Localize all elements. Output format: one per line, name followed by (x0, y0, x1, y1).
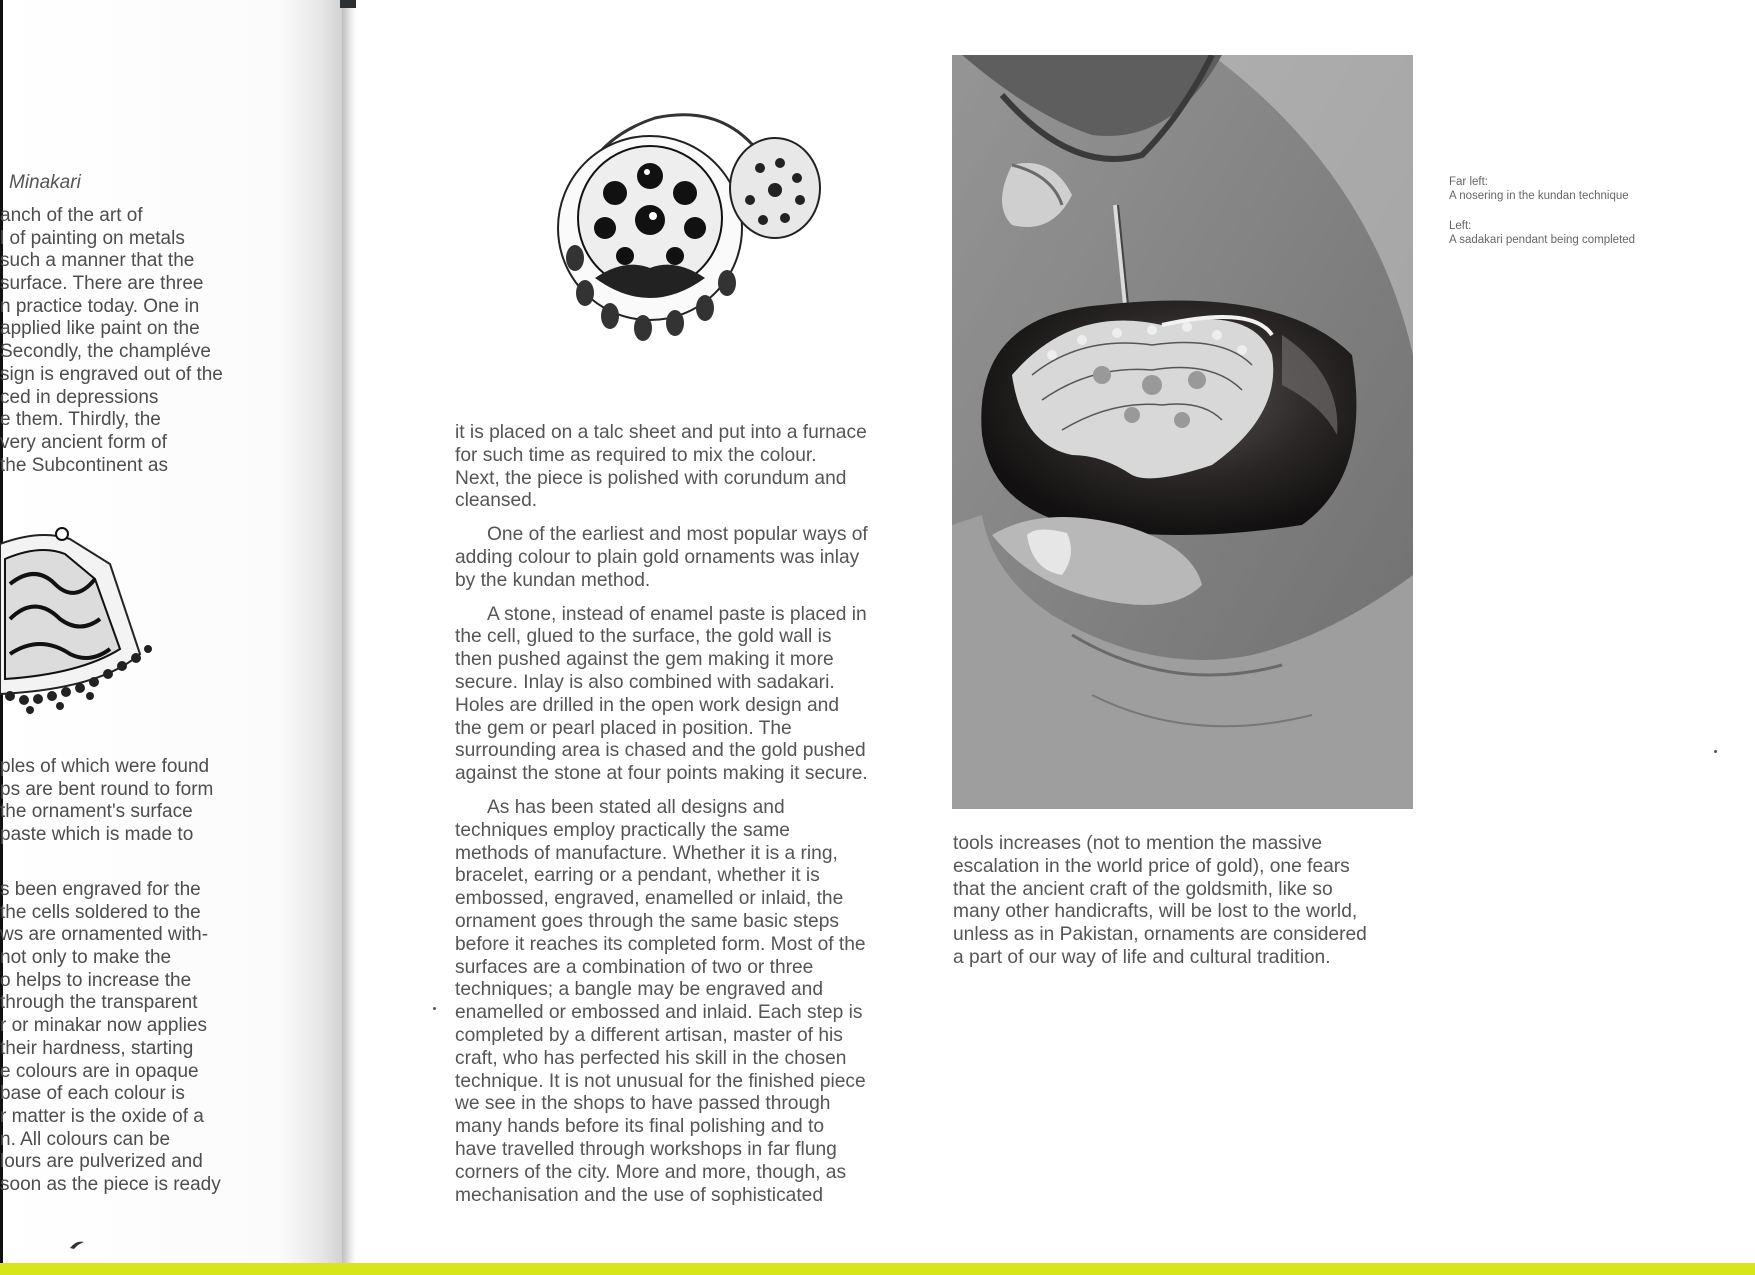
text-line: the cell, glued to the surface, the gold wall is (455, 626, 832, 648)
text-line: mechanisation and the use of sophisticated (455, 1184, 824, 1206)
page-speck (433, 1007, 436, 1010)
text-line: unless as in Pakistan, ornaments are considered (953, 924, 1367, 946)
page-mark-icon (68, 1238, 86, 1250)
caption-left-text: A sadakari pendant being completed (1449, 234, 1636, 246)
text-line: before it reaches its completed form. Most of the (455, 933, 866, 955)
left-paragraph-bottom (0, 879, 221, 1197)
text-line: n practice today. One in (0, 295, 200, 317)
text-line: applied like paint on the (0, 318, 200, 340)
text-line: very ancient form of (0, 431, 167, 453)
text-line: lours are pulverized and (0, 1151, 203, 1173)
text-line: Next, the piece is polished with corundum and (455, 467, 847, 489)
text-line: e colours are in opaque (0, 1060, 199, 1082)
text-line: soon as the piece is ready (0, 1173, 221, 1195)
text-line: ps are bent round to form (0, 778, 214, 800)
text-line: techniques employ practically the same (455, 819, 790, 841)
caption-far-left-text: A nosering in the kundan technique (1449, 190, 1629, 202)
text-line: surface. There are three (0, 273, 204, 295)
text-line: n. All colours can be (0, 1128, 171, 1150)
text-line: against the stone at four points making it secure. (455, 763, 868, 785)
sadakari-pendant-photo (952, 55, 1413, 809)
text-line: craft, who has perfected his skill in the chosen (455, 1047, 847, 1069)
text-line: s been engraved for the (0, 879, 201, 900)
left-paragraph-middle (0, 756, 213, 847)
text-line: surrounding area is chased and the gold pushed (455, 740, 866, 762)
text-line: l of painting on metals (0, 227, 185, 249)
text-line: not only to make the (0, 947, 172, 969)
left-paragraph-top (0, 205, 223, 477)
text-line: embossed, engraved, enamelled or inlaid, the (455, 888, 844, 910)
right-column-text (953, 833, 1423, 970)
text-line: for such time as required to mix the colour. (455, 444, 817, 466)
nosering-illustration (535, 108, 840, 353)
text-line: we see in the shops to have passed through (455, 1093, 831, 1115)
text-line: by the kundan method. (455, 569, 651, 591)
text-line: techniques; a bangle may be engraved and (455, 979, 824, 1001)
text-line: adding colour to plain gold ornaments was inlay (455, 546, 860, 568)
text-line: ornament goes through the same basic steps (455, 910, 839, 932)
text-line: methods of manufacture. Whether it is a ring, (455, 842, 838, 864)
text-line: ced in depressions (0, 386, 159, 408)
text-line: One of the earliest and most popular ways of (487, 524, 868, 546)
pendant-illustration (0, 524, 160, 714)
text-line: sign is engraved out of the (0, 363, 223, 385)
text-line: r matter is the oxide of a (0, 1105, 204, 1127)
text-line: r or minakar now applies (0, 1015, 207, 1037)
text-line: bracelet, earring or a pendant, whether it is (455, 865, 820, 887)
center-column-text (455, 422, 925, 1207)
text-line: o helps to increase the (0, 969, 192, 991)
text-line: e them. Thirdly, the (0, 409, 161, 431)
section-title: Minakari (9, 172, 81, 193)
text-line: the gem or pearl placed in position. The (455, 717, 792, 739)
text-line: secure. Inlay is also combined with sadakari. (455, 671, 835, 693)
text-line: the Subcontinent as (0, 454, 168, 476)
text-line: that the ancient craft of the goldsmith, like so (953, 878, 1333, 900)
text-line: technique. It is not unusual for the finished piece (455, 1070, 866, 1092)
text-line: have travelled through workshops in far flung (455, 1138, 837, 1160)
page-speck (1714, 750, 1717, 753)
text-line: many other handicrafts, will be lost to the world, (953, 901, 1358, 923)
text-line: the ornament's surface (0, 801, 193, 823)
text-line: A stone, instead of enamel paste is placed in (487, 603, 867, 625)
text-line: such a manner that the (0, 250, 195, 272)
book-spine (342, 0, 356, 1263)
photo-captions (1449, 175, 1635, 247)
text-line: completed by a different artisan, master of his (455, 1024, 843, 1046)
text-line: enamelled or embossed and inlaid. Each step is (455, 1002, 863, 1024)
text-line: Secondly, the champléve (0, 341, 211, 363)
text-line: through the transparent (0, 992, 198, 1014)
text-line: many hands before its final polishing and to (455, 1116, 825, 1138)
text-line: then pushed against the gem making it more (455, 649, 834, 671)
text-line: base of each colour is (0, 1083, 185, 1105)
text-line: As has been stated all designs and (487, 796, 785, 818)
caption-far-left-label: Far left: (1449, 176, 1488, 188)
text-line: the cells soldered to the (0, 901, 201, 923)
text-line: paste which is made to (0, 824, 194, 846)
caption-left-label: Left: (1449, 220, 1472, 232)
text-line: ws are ornamented with- (0, 924, 209, 946)
yellow-scan-strip (0, 1263, 1755, 1275)
text-line: Holes are drilled in the open work design and (455, 694, 839, 716)
text-line: it is placed on a talc sheet and put into a furnace (455, 422, 867, 443)
text-line: tools increases (not to mention the massive (953, 833, 1323, 854)
text-line: cleansed. (455, 490, 538, 512)
text-line: surfaces are a combination of two or three (455, 956, 814, 978)
text-line: their hardness, starting (0, 1037, 194, 1059)
text-line: anch of the art of (0, 205, 143, 226)
text-line: ples of which were found (0, 756, 210, 777)
left-page (0, 0, 350, 1263)
text-line: escalation in the world price of gold), one fears (953, 855, 1350, 877)
text-line: a part of our way of life and cultural tradition. (953, 946, 1331, 968)
text-line: corners of the city. More and more, though, as (455, 1161, 847, 1183)
